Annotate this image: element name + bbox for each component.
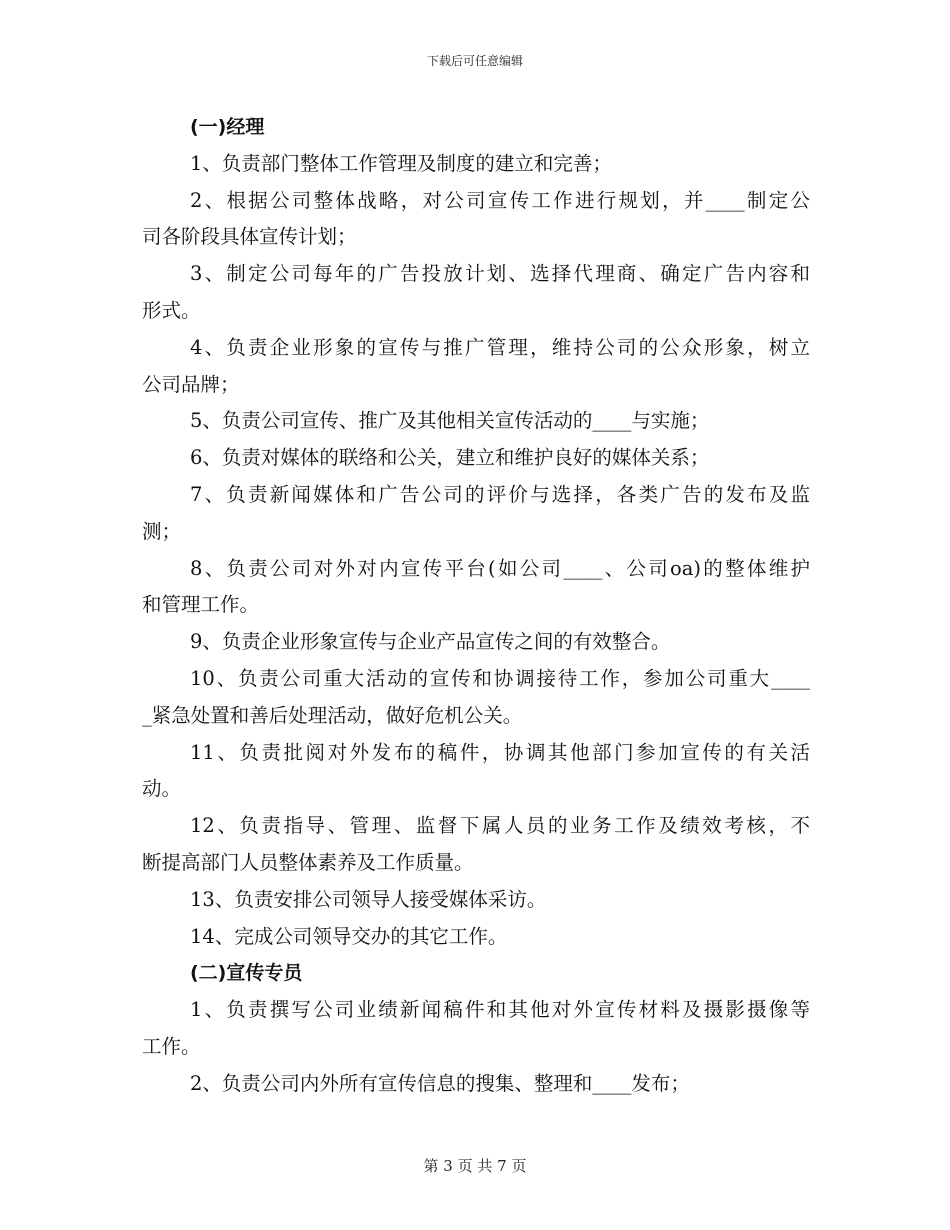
paragraph-line: 12、负责指导、管理、监督下属人员的业务工作及绩效考核，不 [190,814,810,838]
paragraph-line: 9、负责企业形象宣传与企业产品宣传之间的有效整合。 [190,630,671,654]
paragraph-line: 司各阶段具体宣传计划； [142,225,357,249]
paragraph-line: 4、负责企业形象的宣传与推广管理，维持公司的公众形象，树立 [190,335,810,359]
page-header: 下载后可任意编辑 [426,54,523,68]
paragraph-line: 8、负责公司对外对内宣传平台(如公司____、公司oa)的整体维护 [190,556,810,580]
paragraph-line: 公司品牌； [142,372,240,396]
paragraph-line: 10、负责公司重大活动的宣传和协调接待工作，参加公司重大____ [190,666,810,690]
paragraph-line: _紧急处置和善后处理活动，做好危机公关。 [142,703,523,727]
paragraph-line: 7、负责新闻媒体和广告公司的评价与选择，各类广告的发布及监 [190,482,810,506]
paragraph-line: 14、完成公司领导交办的其它工作。 [190,924,508,948]
paragraph-line: 1、负责撰写公司业绩新闻稿件和其他对外宣传材料及摄影摄像等 [190,998,810,1022]
paragraph-line: 2、根据公司整体战略，对公司宣传工作进行规划，并____制定公 [190,188,810,212]
paragraph-line: 5、负责公司宣传、推广及其他相关宣传活动的____与实施； [190,409,710,433]
section-heading: (二)宣传专员 [190,962,303,985]
paragraph-line: 测； [142,519,182,543]
paragraph-line: 3、制定公司每年的广告投放计划、选择代理商、确定广告内容和 [190,262,810,286]
paragraph-line: 形式。 [142,298,201,322]
paragraph-line: 11、负责批阅对外发布的稿件，协调其他部门参加宣传的有关活 [190,740,810,764]
paragraph-line: 断提高部门人员整体素养及工作质量。 [142,850,474,874]
paragraph-line: 动。 [142,777,182,801]
page-number-footer: 第 3 页 共 7 页 [423,1157,527,1175]
document-body [142,109,810,1103]
paragraph-line: 13、负责安排公司领导人接受媒体采访。 [190,887,547,911]
paragraph-line: 1、负责部门整体工作管理及制度的建立和完善； [190,151,612,175]
paragraph-line: 工作。 [142,1034,201,1058]
paragraph-line: 和管理工作。 [142,593,260,617]
paragraph-line: 2、负责公司内外所有宣传信息的搜集、整理和____发布； [190,1071,690,1095]
paragraph-line: 6、负责对媒体的联络和公关，建立和维护良好的媒体关系； [190,446,710,470]
section-heading: (一)经理 [190,116,265,138]
